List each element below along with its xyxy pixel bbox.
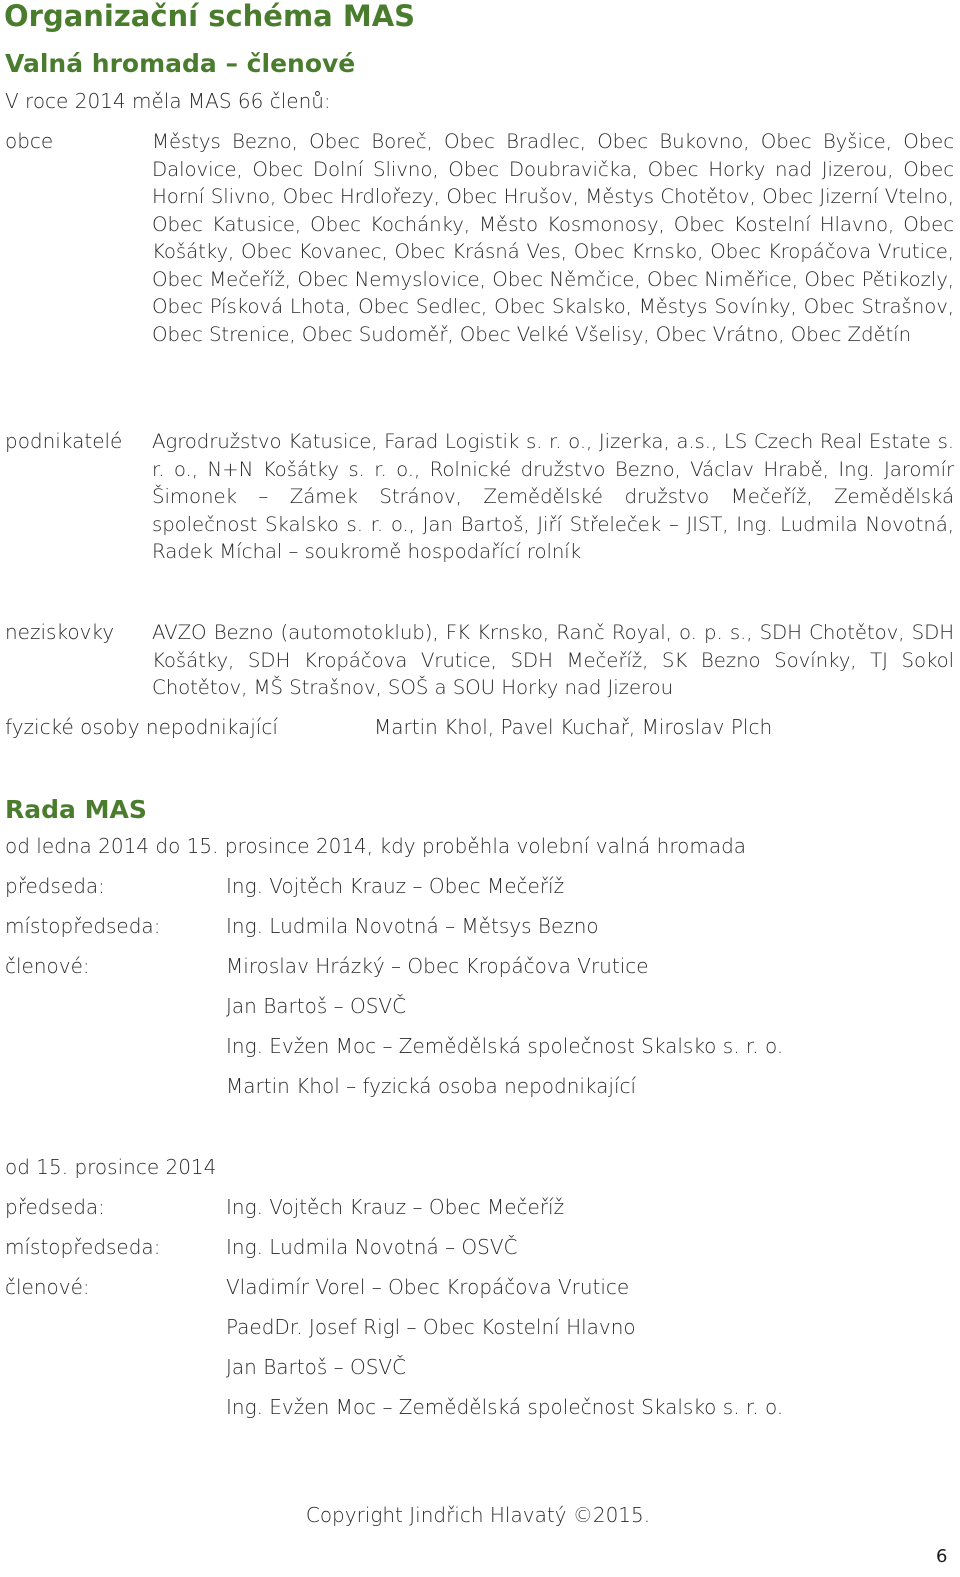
rada-period1-clen: Miroslav Hrázký – Obec Kropáčova Vrutice [226, 954, 649, 978]
rada-period1-clen: Martin Khol – fyzická osoba nepodnikající [226, 1074, 637, 1098]
rada-period2-clen: Jan Bartoš – OSVČ [226, 1355, 407, 1379]
page-title: Organizační schéma MAS [4, 0, 416, 33]
group-label-fyzicke-osoby: fyzické osoby nepodnikající [5, 715, 278, 739]
rada-period2-mistopredseda: Ing. Ludmila Novotná – OSVČ [226, 1235, 518, 1259]
valna-hromada-intro: V roce 2014 měla MAS 66 členů: [5, 89, 331, 113]
group-label-obce: obce [5, 129, 54, 153]
rada-period2-clen: Ing. Evžen Moc – Zemědělská společnost Skalsko s. r. o. [226, 1395, 784, 1419]
group-members-obce: Městys Bezno, Obec Boreč, Obec Bradlec, Obec Bukovno, Obec Byšice, Obec Dalovice, Obec Dolní Slivno, Obec Doubravička, Obec Horky nad Jizerou, Obec Horní Slivno, Obec Hrdlořezy, Obec Hrušov, Městys Chotětov, Obec Jizerní Vtelno, Obec Katusice, Obec Kochánky, Město Kosmonosy, Obec Kostelní Hlavno, Obec Košátky, Obec Kovanec, Obec Krásná Ves, Obec Krnsko, Obec Kropáčova Vrutice, Obec Mečeříž, Obec Nemyslovice, Obec Němčice, Obec Niměřice, Obec Pětikozly, Obec Písková Lhota, Obec Sedlec, Obec Skalsko, Městys Sovínky, Obec Strašnov, Obec Strenice, Obec Sudoměř, Obec Velké Všelisy, Obec Vrátno, Obec Zdětín [152, 130, 954, 346]
section-heading-rada: Rada MAS [5, 795, 147, 824]
rada-period2-clenove-label: členové: [5, 1275, 90, 1299]
rada-period2-clen: Vladimír Vorel – Obec Kropáčova Vrutice [226, 1275, 630, 1299]
rada-period1-mistopredseda: Ing. Ludmila Novotná – Mětsys Bezno [226, 914, 599, 938]
group-label-neziskovky: neziskovky [5, 620, 115, 644]
rada-period2-mistopredseda-label: místopředseda: [5, 1235, 161, 1259]
rada-period1-clenove-label: členové: [5, 954, 90, 978]
rada-period1-mistopredseda-label: místopředseda: [5, 914, 161, 938]
section-heading-valna-hromada: Valná hromada – členové [5, 49, 356, 78]
group-members-fyzicke-osoby: Martin Khol, Pavel Kuchař, Miroslav Plch [374, 715, 773, 739]
page-number: 6 [936, 1546, 948, 1567]
group-members-podnikatele: Agrodružstvo Katusice, Farad Logistik s. r. o., Jizerka, a.s., LS Czech Real Estate s. r. o., N+N Košátky s. r. o., Rolnické družstvo Bezno, Václav Hrabě, Ing. Jaromír Šimonek – Zámek Stránov, Zemědělské družstvo Mečeříž, Zemědělská společnost Skalsko s. r. o., Jan Bartoš, Jiří Střeleček – JIST, Ing. Ludmila Novotná, Radek Míchal – soukromě hospodařící rolník [152, 430, 954, 563]
rada-period1-clen: Ing. Evžen Moc – Zemědělská společnost Skalsko s. r. o. [226, 1034, 784, 1058]
rada-period2-caption: od 15. prosince 2014 [5, 1155, 217, 1179]
rada-period1-clen: Jan Bartoš – OSVČ [226, 994, 407, 1018]
rada-period2-predseda-label: předseda: [5, 1195, 105, 1219]
rada-period1-caption: od ledna 2014 do 15. prosince 2014, kdy proběhla volební valná hromada [5, 834, 747, 858]
rada-period2-clen: PaedDr. Josef Rigl – Obec Kostelní Hlavno [226, 1315, 636, 1339]
rada-period1-predseda: Ing. Vojtěch Krauz – Obec Mečeříž [226, 874, 565, 898]
footer-copyright: Copyright Jindřich Hlavatý ©2015. [305, 1503, 651, 1527]
rada-period1-predseda-label: předseda: [5, 874, 105, 898]
rada-period2-predseda: Ing. Vojtěch Krauz – Obec Mečeříž [226, 1195, 565, 1219]
group-members-neziskovky: AVZO Bezno (automotoklub), FK Krnsko, Ranč Royal, o. p. s., SDH Chotětov, SDH Košátky, SDH Kropáčova Vrutice, SDH Mečeříž, SK Bezno Sovínky, TJ Sokol Chotětov, MŠ Strašnov, SOŠ a SOU Horky nad Jizerou [152, 621, 954, 699]
group-label-podnikatele: podnikatelé [5, 429, 123, 453]
